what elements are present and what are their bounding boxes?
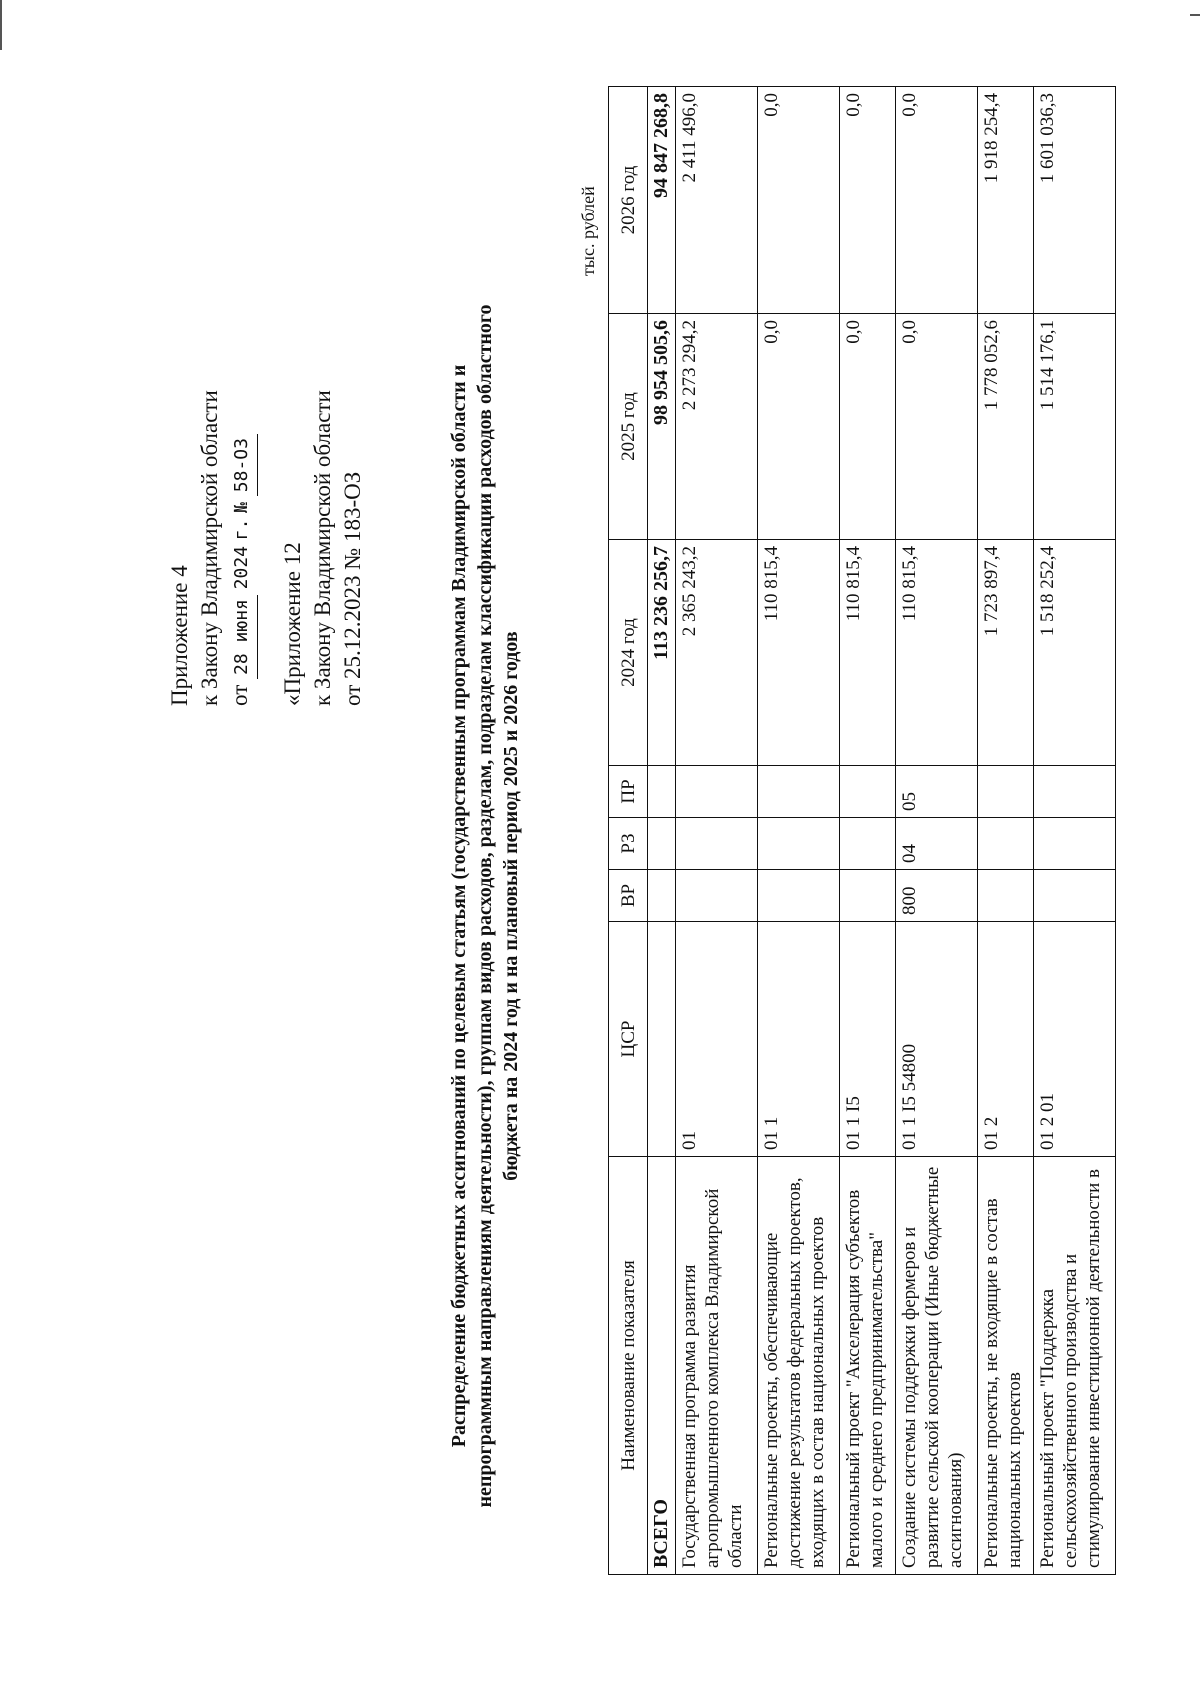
col-header-name: Наименование показателя: [609, 1157, 648, 1575]
cell-name: ВСЕГО: [648, 1157, 676, 1575]
cell-2026: 0,0: [896, 87, 978, 314]
cell-2026: 0,0: [840, 87, 896, 314]
cell-pr: [978, 766, 1034, 818]
law-date: от 28 июня 2024 г. № 58-ОЗ: [225, 390, 258, 706]
previous-appendix: [278, 390, 368, 706]
document-title: Распределение бюджетных ассигнований по целевым статьям (государственным программам Владимирской области и непрограммным направлениям деятельности), группам видов расходов, разделам, подразделам классификации расходов областного бюджета на 2024 год и на плановый период 2025 и 2026 годов: [448, 304, 522, 1508]
budget-table: [608, 86, 1116, 1575]
cell-2024: 113 236 256,7: [648, 540, 676, 766]
cell-name: Региональные проекты, обеспечивающие достижение результатов федеральных проектов, входящих в состав национальных проектов: [758, 1157, 840, 1575]
table-row: [1034, 87, 1116, 1575]
cell-csr: [648, 922, 676, 1157]
cell-vr: [1034, 870, 1116, 922]
law-header: [165, 390, 258, 706]
prev-appendix-label: «Приложение 12: [280, 542, 305, 706]
cell-2025: 1 778 052,6: [978, 314, 1034, 540]
cell-csr: 01 2: [978, 922, 1034, 1157]
table-header-row: [609, 87, 648, 1575]
cell-vr: [840, 870, 896, 922]
cell-2025: 98 954 505,6: [648, 314, 676, 540]
appendix-label: Приложение 4: [167, 565, 192, 706]
cell-2024: 110 815,4: [840, 540, 896, 766]
cell-2024: 1 518 252,4: [1034, 540, 1116, 766]
cell-rz: [648, 818, 676, 870]
cell-2024: 1 723 897,4: [978, 540, 1034, 766]
cell-2026: 2 411 496,0: [676, 87, 758, 314]
cell-csr: 01 2 01: [1034, 922, 1116, 1157]
cell-pr: 05: [896, 766, 978, 818]
prev-law-date: от 25.12.2023 № 183-ОЗ: [340, 471, 365, 706]
cell-pr: [1034, 766, 1116, 818]
cell-pr: [758, 766, 840, 818]
cell-vr: [758, 870, 840, 922]
cell-rz: [1034, 818, 1116, 870]
table-row: [758, 87, 840, 1575]
cell-csr: 01 1: [758, 922, 840, 1157]
table-row: [978, 87, 1034, 1575]
table-row: [840, 87, 896, 1575]
cell-name: Создание системы поддержки фермеров и развитие сельской кооперации (Иные бюджетные ассигнования): [896, 1157, 978, 1575]
cell-pr: [840, 766, 896, 818]
col-header-2025: 2025 год: [609, 314, 648, 540]
cell-vr: [676, 870, 758, 922]
cell-2026: 0,0: [758, 87, 840, 314]
cell-2025: 2 273 294,2: [676, 314, 758, 540]
cell-rz: [840, 818, 896, 870]
cell-rz: [758, 818, 840, 870]
cell-name: Региональные проекты, не входящие в состав национальных проектов: [978, 1157, 1034, 1575]
cell-pr: [676, 766, 758, 818]
law-reference: к Закону Владимирской области: [197, 390, 222, 706]
cell-vr: [648, 870, 676, 922]
cell-csr: 01 1 I5: [840, 922, 896, 1157]
table-row: [896, 87, 978, 1575]
cell-vr: 800: [896, 870, 978, 922]
cell-2024: 110 815,4: [758, 540, 840, 766]
cell-pr: [648, 766, 676, 818]
law-number: 58-ОЗ: [227, 434, 258, 496]
cell-2025: 0,0: [896, 314, 978, 540]
table-row: [676, 87, 758, 1575]
col-header-2024: 2024 год: [609, 540, 648, 766]
cell-rz: 04: [896, 818, 978, 870]
table-row-total: [648, 87, 676, 1575]
col-header-2026: 2026 год: [609, 87, 648, 314]
cell-2025: 0,0: [840, 314, 896, 540]
cell-vr: [978, 870, 1034, 922]
col-header-rz: РЗ: [609, 818, 648, 870]
cell-2025: 1 514 176,1: [1034, 314, 1116, 540]
prev-law-reference: к Закону Владимирской области: [310, 390, 335, 706]
cell-2024: 2 365 243,2: [676, 540, 758, 766]
cell-name: Региональный проект "Акселерация субъектов малого и среднего предпринимательства": [840, 1157, 896, 1575]
col-header-csr: ЦСР: [609, 922, 648, 1157]
cell-2026: 1 601 036,3: [1034, 87, 1116, 314]
cell-2026: 1 918 254,4: [978, 87, 1034, 314]
col-header-vr: ВР: [609, 870, 648, 922]
cell-2026: 94 847 268,8: [648, 87, 676, 314]
cell-rz: [978, 818, 1034, 870]
cell-csr: 01 1 I5 54800: [896, 922, 978, 1157]
col-header-pr: ПР: [609, 766, 648, 818]
units-label: тыс. рублей: [578, 186, 598, 276]
cell-name: Государственная программа развития агропромышленного комплекса Владимирской области: [676, 1157, 758, 1575]
cell-2024: 110 815,4: [896, 540, 978, 766]
cell-rz: [676, 818, 758, 870]
cell-name: Региональный проект "Поддержка сельскохозяйственного производства и стимулирование инвестиционной деятельности в: [1034, 1157, 1116, 1575]
cell-csr: 01: [676, 922, 758, 1157]
cell-2025: 0,0: [758, 314, 840, 540]
